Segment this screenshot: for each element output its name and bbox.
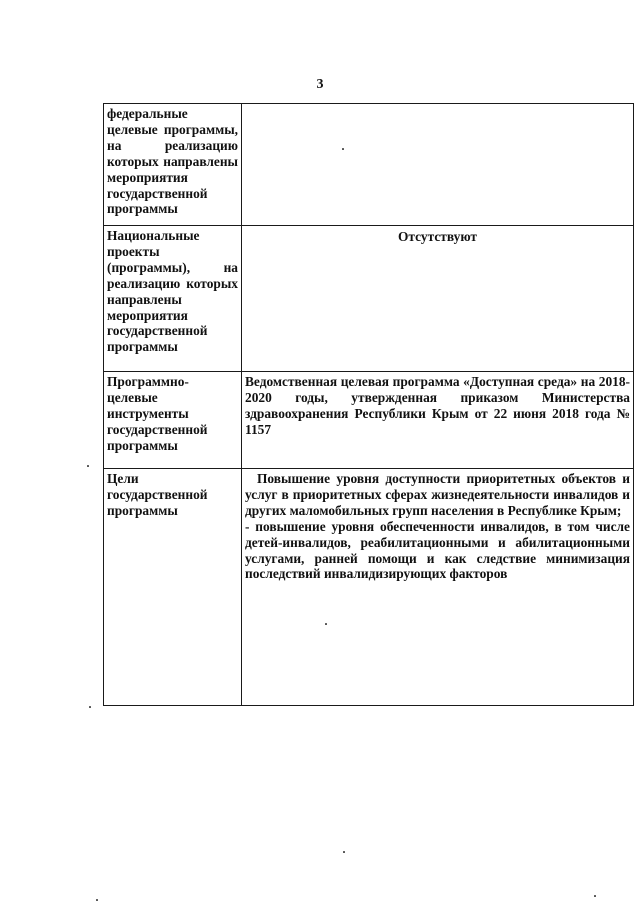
scan-speck: [87, 465, 89, 467]
value-cell: [242, 372, 634, 469]
value-cell: [242, 226, 634, 372]
row-label: Национальные проекты (программы), на реализацию которых направлены мероприятия государственной программы: [107, 228, 238, 355]
row-value: Ведомственная целевая программа «Доступная среда» на 2018-2020 годы, утвержденная приказом Министерства здравоохранения Республики Крым от 22 июня 2018 года № 1157: [245, 374, 630, 437]
table-row-federal-programs: [104, 104, 634, 226]
page-number: 3: [316, 77, 324, 92]
value-cell: [242, 469, 634, 706]
scan-speck: [89, 706, 91, 708]
scan-speck: [325, 623, 327, 625]
row-label: Программно-целевые инструменты государственной программы: [107, 374, 208, 453]
row-value: Отсутствуют: [398, 229, 477, 244]
row-label: Цели государственной программы: [107, 471, 208, 518]
goal-paragraph: Повышение уровня доступности приоритетных объектов и услуг в приоритетных сферах жизнедеятельности инвалидов и других маломобильных групп населения в Республике Крым;: [245, 471, 630, 518]
label-cell: [104, 104, 242, 226]
scan-speck: [343, 851, 345, 853]
label-cell: [104, 372, 242, 469]
table-row-program-tools: [104, 372, 634, 469]
table-row-program-goals: [104, 469, 634, 706]
value-cell: [242, 104, 634, 226]
scan-speck: [96, 899, 98, 901]
row-label: федеральные целевые программы, на реализацию которых направлены мероприятия государственной программы: [107, 106, 238, 217]
label-cell: [104, 469, 242, 706]
label-cell: [104, 226, 242, 372]
scan-speck: [594, 895, 596, 897]
program-passport-table: [103, 103, 634, 706]
table-row-national-projects: [104, 226, 634, 372]
goal-paragraph: - повышение уровня обеспеченности инвалидов, в том числе детей-инвалидов, реабилитационными и абилитационными услугами, ранней помощи и как следствие минимизация последствий инвалидизирующих факторов: [245, 518, 630, 582]
scan-speck: [342, 148, 344, 150]
